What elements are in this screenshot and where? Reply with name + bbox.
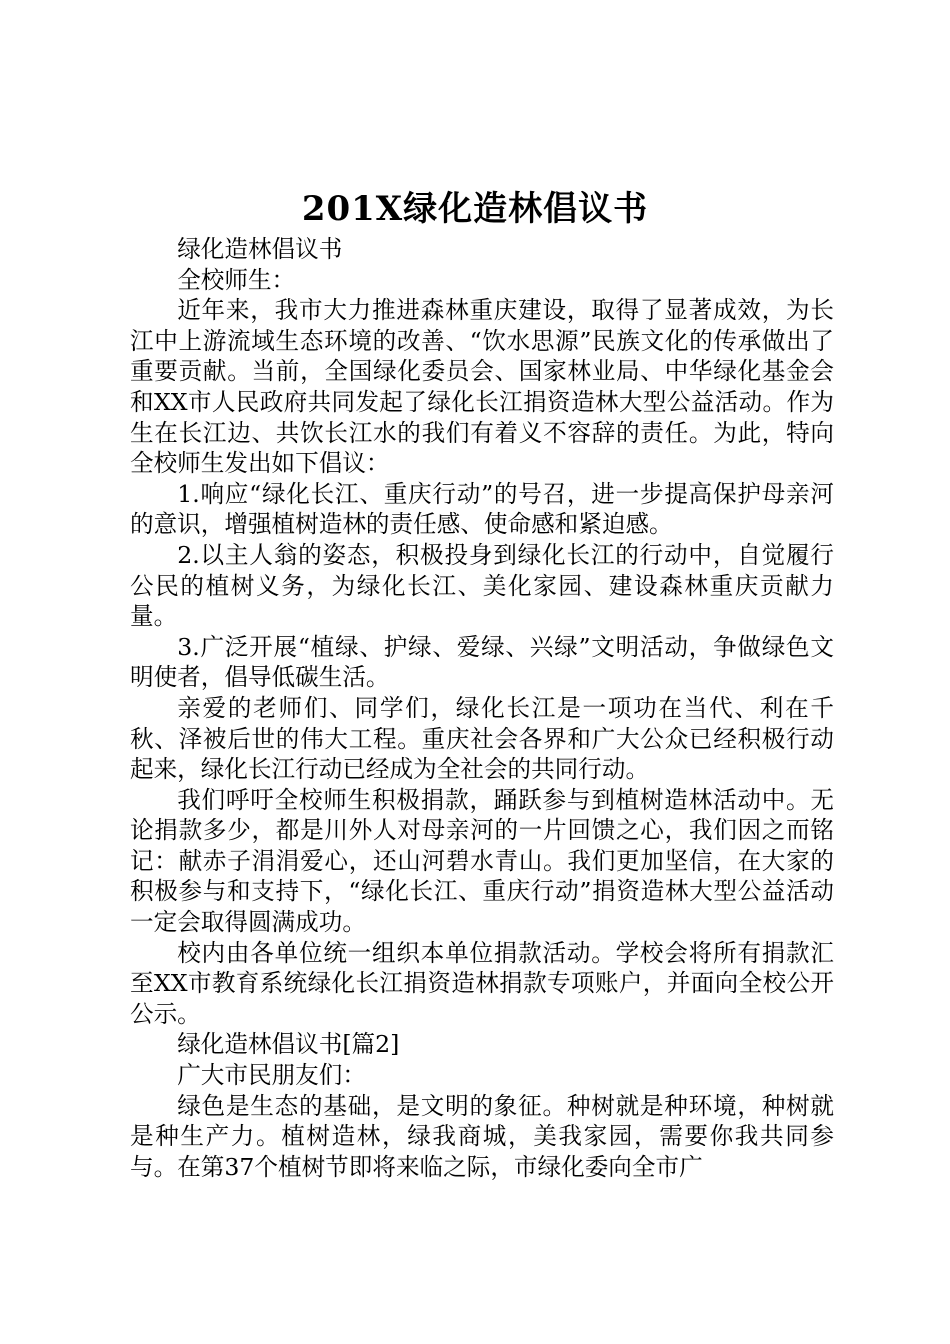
document-title: 201X绿化造林倡议书: [301, 189, 649, 229]
section-heading-part-2: 绿化造林倡议书[篇2]: [177, 1030, 400, 1059]
proposal-item-1: 1.响应“绿化长江、重庆行动”的号召，进一步提高保护母亲河的意识，增强植树造林的责任感、使命感和紧迫感。: [130, 479, 834, 539]
proposal-item-2: 2.以主人翁的姿态，积极投身到绿化长江的行动中，自觉履行公民的植树义务，为绿化长江、美化家园、建设森林重庆贡献力量。: [130, 540, 834, 631]
proposal-item-3: 3.广泛开展“植绿、护绿、爱绿、兴绿”文明活动，争做绿色文明使者，倡导低碳生活。: [130, 632, 834, 692]
paragraph-intro: 近年来，我市大力推进森林重庆建设，取得了显著成效，为长江中上游流域生态环境的改善、“饮水思源”民族文化的传承做出了重要贡献。当前，全国绿化委员会、国家林业局、中华绿化基金会和XX市人民政府共同发起了绿化长江捐资造林大型公益活动。作为生在长江边、共饮长江水的我们有着义不容辞的责任。为此，特向全校师生发出如下倡议：: [130, 296, 834, 478]
document-body: [130, 234, 834, 1182]
salutation-part-2: 广大市民朋友们：: [177, 1061, 366, 1090]
paragraph-organization: 校内由各单位统一组织本单位捐款活动。学校会将所有捐款汇至XX市教育系统绿化长江捐资造林捐款专项账户，并面向全校公开公示。: [130, 938, 834, 1028]
paragraph-part-2-intro: 绿色是生态的基础，是文明的象征。种树就是种环境，种树就是种生产力。植树造林，绿我商城，美我家园，需要你我共同参与。在第37个植树节即将来临之际，市绿化委向全市广: [130, 1091, 834, 1181]
paragraph-donation: 我们呼吁全校师生积极捐款，踊跃参与到植树造林活动中。无论捐款多少，都是川外人对母亲河的一片回馈之心，我们因之而铭记：献赤子涓涓爱心，还山河碧水青山。我们更加坚信，在大家的积极参与和支持下，“绿化长江、重庆行动”捐资造林大型公益活动一定会取得圆满成功。: [130, 785, 834, 937]
paragraph-appeal: 亲爱的老师们、同学们，绿化长江是一项功在当代、利在千秋、泽被后世的伟大工程。重庆社会各界和广大公众已经积极行动起来，绿化长江行动已经成为全社会的共同行动。: [130, 693, 834, 784]
salutation: 全校师生：: [177, 265, 296, 294]
heading-line: 绿化造林倡议书: [177, 235, 343, 263]
